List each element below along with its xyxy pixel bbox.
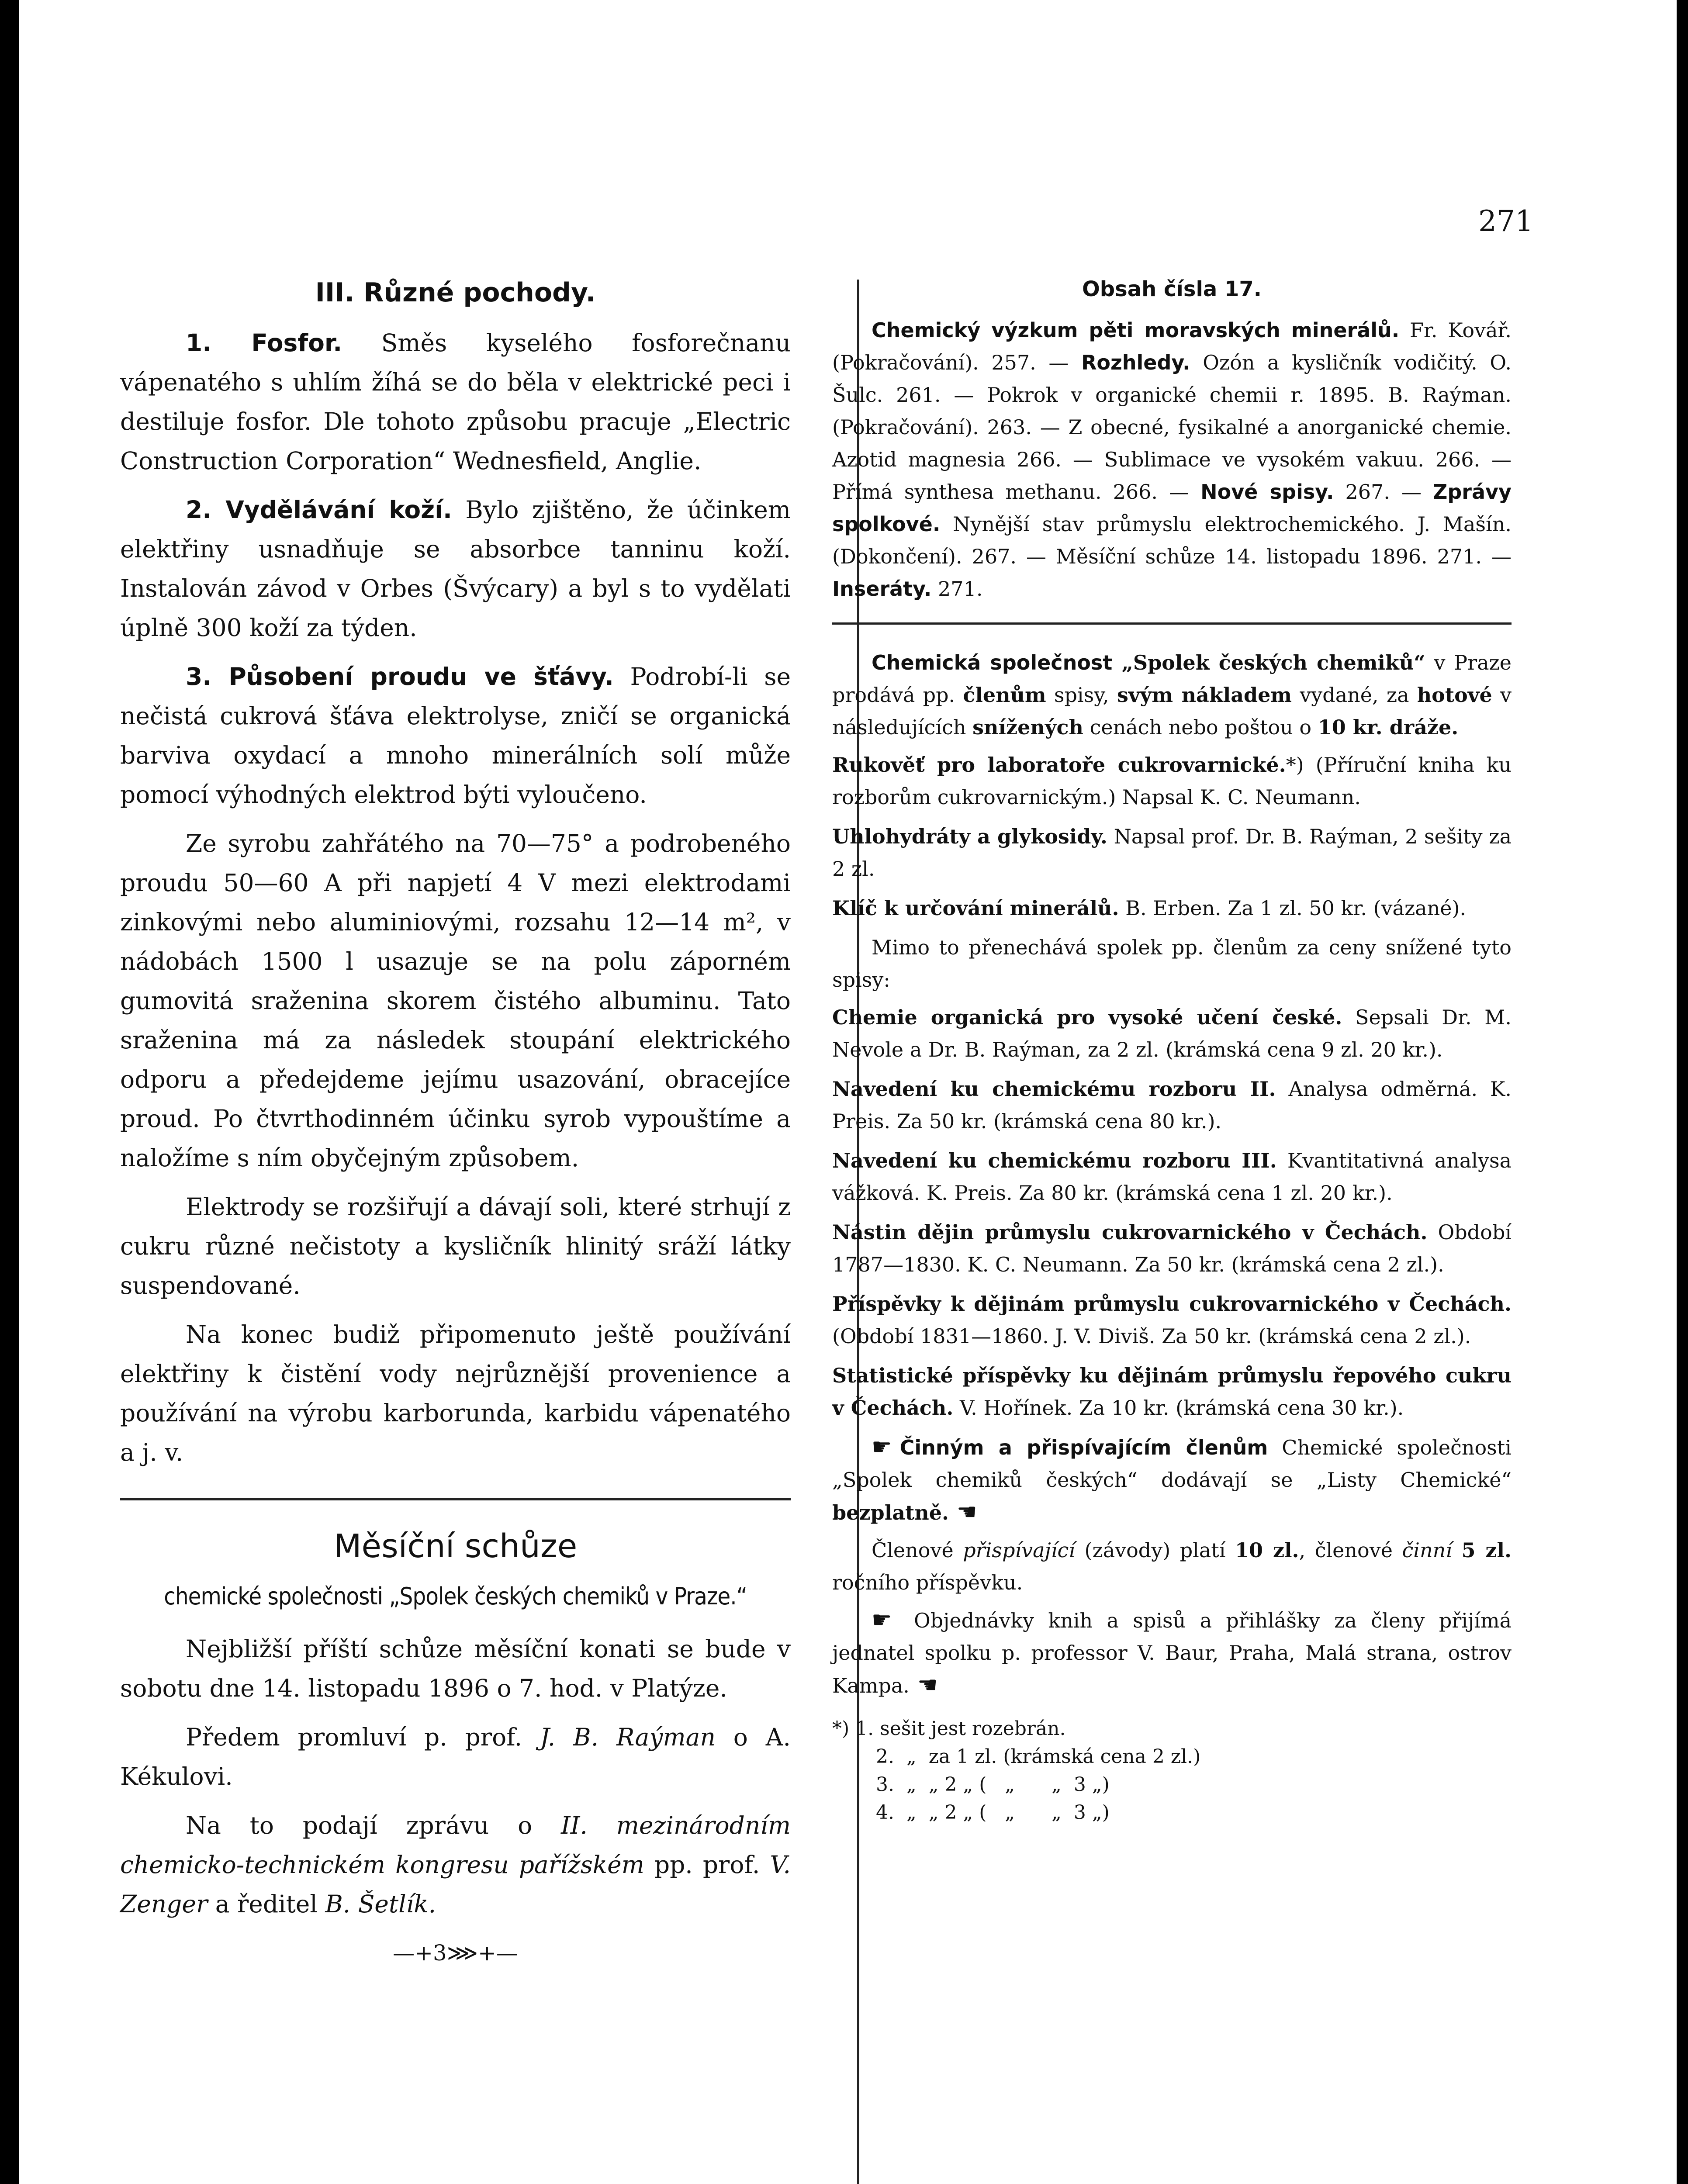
text-run: Nové spisy. <box>1200 480 1334 504</box>
page-number: 271 <box>1478 204 1533 238</box>
text-run: v Praze prodává pp. <box>832 651 1512 707</box>
footnote: *) 1. sešit jest rozebrán. <box>832 1717 1066 1740</box>
text-run: Předem promluví p. prof. <box>186 1723 540 1751</box>
text-run: přispívající <box>963 1538 1075 1562</box>
book-details: (Období 1831—1860. J. V. Diviš. Za 50 kr. (krámská cena 2 zl.). <box>832 1324 1471 1348</box>
footnotes <box>832 1715 1512 1827</box>
text-run: Inseráty. <box>832 577 932 601</box>
dues-note <box>832 1534 1512 1599</box>
text-run: Chemická společnost <box>872 651 1122 674</box>
text-run: „Spolek českých chemiků“ <box>1121 651 1425 674</box>
book-title: Chemie organická pro vysoké učení české. <box>832 1006 1342 1029</box>
item-tanning <box>120 490 791 647</box>
text-run: cenách nebo poštou o <box>1083 715 1318 739</box>
book-details: Kvantitativná analysa vážková. K. Preis. Za 80 kr. (krámská cena 1 zl. 20 kr.). <box>832 1149 1512 1205</box>
book-entry <box>832 1144 1512 1209</box>
book-details: *) (Příruční kniha ku rozborům cukrovarnickým.) Napsal K. C. Neumann. <box>832 753 1512 809</box>
text-run: Fr. Kovář. (Pokračování). 257. — <box>832 318 1512 374</box>
text-run: 10 zl. <box>1235 1538 1299 1562</box>
body-paragraph: Ze syrobu zahřátého na 70—75° a podrobeného proudu 50—60 A při napjetí 4 V mezi elektrodami zinkovými nebo aluminiovými, rozsahu 12—14 m², v nádobách 1500 l usazuje se na polu záporném gumovitá sraženina skorem čistého albuminu. Tato sraženina má za následek stoupání elektrického odporu a předejdeme jejímu usazování, obracejíce proud. Po čtvrthodinném účinku syrob vypouštíme a naložíme s ním obyčejným způsobem. <box>120 829 791 1172</box>
text-run: Členové <box>872 1538 963 1562</box>
text-run: snížených <box>972 715 1083 739</box>
text-run: ročního příspěvku. <box>832 1571 1023 1594</box>
text-run: Ozón a kysličník vodičitý. O. Šulc. 261. — Pokrok v organické chemii r. 1895. B. Raýman. (Pokračování). 263. — Z obecné, fysikalné a anorganické chemie. Azotid magnesia 266. — Sublimace ve vysokém vakuu. 266. — Přímá synthesa methanu. 266. — <box>832 351 1512 504</box>
table-of-contents <box>832 314 1512 605</box>
text-run: Zprávy spolkové. <box>832 480 1512 536</box>
toc-heading: Obsah čísla 17. <box>1082 277 1262 301</box>
pointing-hand-icon: ☛ <box>872 1434 892 1460</box>
text-run: o A. Kékulovi. <box>120 1723 791 1790</box>
item-text: Směs kyselého fosforečnanu vápenatého s uhlím žíhá se do běla v elektrické peci i destiluje fosfor. Dle tohoto způsobu pracuje „Electric Construction Corporation“ Wednesfield, Anglie. <box>120 329 791 475</box>
meeting-paragraph <box>120 1717 791 1796</box>
text-run: , členové <box>1299 1538 1402 1562</box>
section-divider <box>832 622 1512 625</box>
book-entry <box>832 1001 1512 1066</box>
section-heading: III. Různé pochody. <box>315 277 596 308</box>
book-title: Příspěvky k dějinám průmyslu cukrovarnického v Čechách. <box>832 1292 1512 1316</box>
book-title: Klíč k určování minerálů. <box>832 896 1119 920</box>
text-run: Chemický výzkum pěti moravských minerálů. <box>872 318 1400 342</box>
footnote: 3. „ „ 2 „ ( „ „ 3 „) <box>876 1773 1110 1796</box>
book-details: V. Hořínek. Za 10 kr. (krámská cena 30 kr.). <box>953 1396 1404 1420</box>
book-details: B. Erben. Za 1 zl. 50 kr. (vázané). <box>1119 896 1467 920</box>
book-title: Nástin dějin průmyslu cukrovarnického v Čechách. <box>832 1220 1428 1244</box>
orders-note <box>832 1604 1512 1702</box>
text-run: v následujících <box>832 683 1512 739</box>
speaker-name: B. Šetlík. <box>325 1890 436 1918</box>
text-run: Objednávky knih a spisů a přihlášky za členy přijímá jednatel spolku p. professor V. Baur, Praha, Malá strana, ostrov Kampa. <box>832 1609 1512 1697</box>
book-details: Analysa odměrná. K. Preis. Za 50 kr. (krámská cena 80 kr.). <box>832 1077 1512 1133</box>
book-entry <box>832 820 1512 885</box>
text-run: 267. — <box>1334 480 1433 504</box>
text-run: bezplatně. <box>832 1501 949 1524</box>
text-run: 271. <box>931 577 983 601</box>
left-column <box>120 273 791 1973</box>
speaker-name: J. B. Raýman <box>540 1723 716 1751</box>
book-title: Navedení ku chemickému rozboru II. <box>832 1077 1276 1101</box>
book-entry <box>832 892 1512 924</box>
body-paragraph: Na konec budiž připomenuto ještě používání elektřiny k čistění vody nejrůznější provenience a používání na výrobu karborunda, karbidu vápenatého a j. v. <box>120 1320 791 1466</box>
item-heading: 3. Působení proudu ve šťávy. <box>186 663 614 691</box>
meeting-title: Měsíční schůze <box>333 1527 578 1565</box>
text-run: (závody) platí <box>1075 1538 1235 1562</box>
congress-name: II. mezinárodním chemicko-technickém kongresu pařížském <box>120 1811 791 1879</box>
text-run: spisy, <box>1046 683 1117 707</box>
text-run: činní <box>1402 1538 1452 1562</box>
right-column <box>832 273 1512 1827</box>
pointing-hand-icon: ☛ <box>917 1672 938 1698</box>
text-run: a ředitel <box>208 1890 325 1918</box>
book-title: Navedení ku chemickému rozboru III. <box>832 1149 1277 1172</box>
text-run: pp. prof. <box>644 1851 770 1879</box>
pointing-hand-icon: ☛ <box>872 1607 892 1633</box>
text-run: 10 kr. dráže. <box>1318 715 1459 739</box>
text-run: vydané, za <box>1292 683 1417 707</box>
text-run: 5 zl. <box>1461 1538 1512 1562</box>
text-run: Chemické společnosti „Spolek chemiků českých“ dodávají se „Listy Chemické“ <box>832 1436 1512 1492</box>
body-paragraph: Elektrody se rozšiřují a dávají soli, které strhují z cukru různé nečistoty a kysličník hlinitý sráží látky suspendované. <box>120 1193 791 1299</box>
active-members-note <box>832 1431 1512 1529</box>
section-divider <box>120 1498 791 1500</box>
meeting-paragraph: Nejbližší příští schůze měsíční konati se bude v sobotu dne 14. listopadu 1896 o 7. hod. v Platýze. <box>120 1635 791 1702</box>
book-entry <box>832 1359 1512 1424</box>
text-run: Činným a přispívajícím členům <box>899 1436 1268 1459</box>
pointing-hand-icon: ☛ <box>956 1499 977 1525</box>
text-run: hotové <box>1417 683 1492 707</box>
book-title: Uhlohydráty a glykosidy. <box>832 825 1107 848</box>
announcement <box>832 646 1512 743</box>
meeting-paragraph <box>120 1806 791 1924</box>
footnote: 2. „ za 1 zl. (krámská cena 2 zl.) <box>876 1745 1201 1768</box>
item-juice <box>120 657 791 814</box>
book-details: Období 1787—1830. K. C. Neumann. Za 50 kr. (krámská cena 2 zl.). <box>832 1220 1512 1276</box>
item-text: Bylo zjištěno, že účinkem elektřiny usnadňuje se absorbce tanninu koží. Instalován závod v Orbes (Švýcary) a byl s to vydělati úplně 300 koží za týden. <box>120 496 791 642</box>
book-entry <box>832 1216 1512 1281</box>
item-heading: 1. Fosfor. <box>186 329 342 357</box>
book-title: Statistické příspěvky ku dějinám průmyslu řepového cukru v Čechách. <box>832 1364 1512 1420</box>
item-heading: 2. Vydělávání koží. <box>186 496 452 524</box>
text-run: členům <box>963 683 1046 707</box>
text-run <box>1452 1538 1462 1562</box>
book-details: Napsal prof. Dr. B. Raýman, 2 sešity za 2 zl. <box>832 825 1512 881</box>
book-details: Sepsali Dr. M. Nevole a Dr. B. Raýman, za 2 zl. (krámská cena 9 zl. 20 kr.). <box>832 1006 1512 1061</box>
text-run: svým nákladem <box>1117 683 1292 707</box>
text-run: Nynější stav průmyslu elektrochemického. J. Mašín. (Dokončení). 267. — Měsíční schůze 14. listopadu 1896. 271. — <box>832 512 1512 568</box>
book-entry <box>832 1288 1512 1352</box>
footnote: 4. „ „ 2 „ ( „ „ 3 „) <box>876 1801 1110 1824</box>
meeting-subtitle: chemické společnosti „Spolek českých chemiků v Praze.“ <box>164 1583 747 1610</box>
text-run: Rozhledy. <box>1081 351 1190 374</box>
speaker-name: V. Zenger <box>120 1851 791 1918</box>
book-entry <box>832 749 1512 813</box>
item-text: Podrobí-li se nečistá cukrová šťáva elektrolyse, zničí se organická barviva oxydací a mnoho minerálních solí může pomocí výhodných elektrod býti vyloučeno. <box>120 663 791 809</box>
reduced-price-note: Mimo to přenechává spolek pp. členům za ceny snížené tyto spisy: <box>832 936 1512 992</box>
ornament: —+3⋙+— <box>393 1940 518 1966</box>
text-run: Na to podají zprávu o <box>186 1811 561 1839</box>
book-title: Rukověť pro laboratoře cukrovarnické. <box>832 753 1286 777</box>
book-entry <box>832 1073 1512 1137</box>
item-phosphorus <box>120 323 791 480</box>
